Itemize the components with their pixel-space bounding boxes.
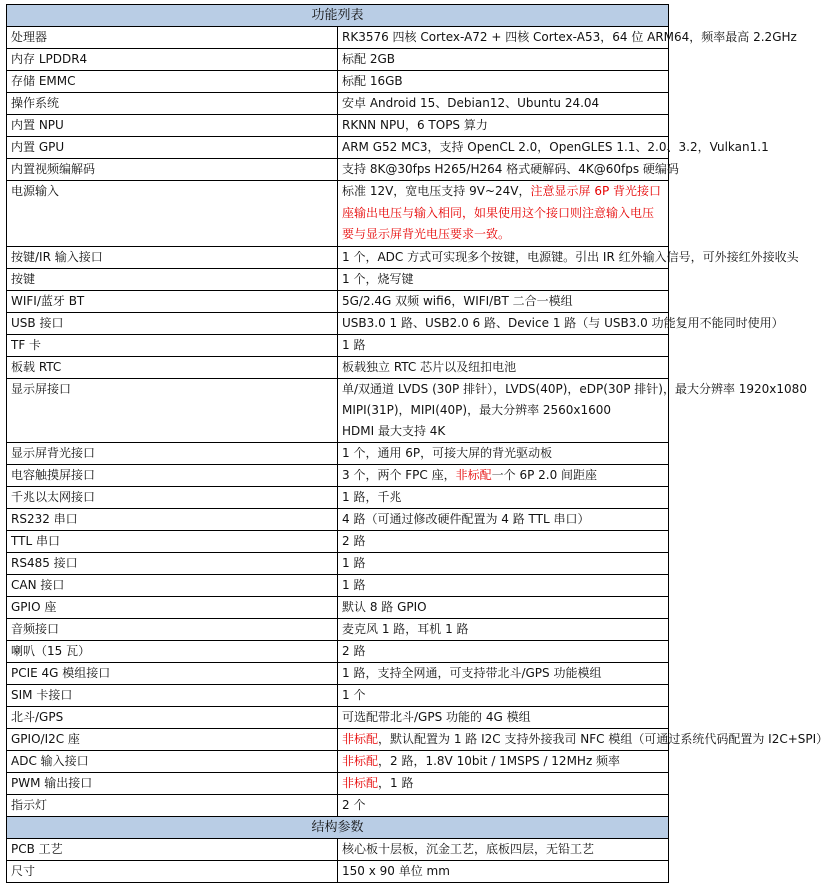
spec-value-text: 可选配带北斗/GPS 功能的 4G 模组: [342, 709, 531, 724]
spec-key: 喇叭（15 瓦）: [7, 640, 338, 662]
spec-key: 操作系统: [7, 93, 338, 115]
spec-value-text: ，默认配置为 1 路 I2C 支持外接我司 NFC 模组（可通过系统代码配置为 I2C+SPI）: [378, 731, 828, 746]
spec-value-text: USB3.0 1 路、USB2.0 6 路、Device 1 路（与 USB3.0 功能复用不能同时使用）: [342, 315, 784, 330]
spec-value: [338, 574, 669, 596]
spec-key: 千兆以太网接口: [7, 486, 338, 508]
spec-value: [338, 181, 669, 247]
spec-value: [338, 356, 669, 378]
spec-value-text: 150 x 90 单位 mm: [342, 863, 450, 878]
table-row: [7, 530, 669, 552]
table-row: [7, 378, 669, 442]
spec-value-text: 5G/2.4G 双频 wifi6，WIFI/BT 二合一模组: [342, 293, 573, 308]
spec-value: [338, 334, 669, 356]
spec-value: [338, 27, 797, 49]
spec-value-text: 支持 8K@30fps H265/H264 格式硬解码、4K@60fps 硬编码: [342, 162, 679, 176]
spec-key: TF 卡: [7, 334, 338, 356]
spec-value-text: 1 路: [342, 577, 366, 592]
spec-value-text: 2 路: [342, 643, 366, 658]
table-row: [7, 268, 669, 290]
spec-value-text: 核心板十层板，沉金工艺，底板四层，无铅工艺: [342, 841, 595, 856]
spec-key: 指示灯: [7, 794, 338, 816]
spec-value: [338, 71, 669, 93]
spec-value: [338, 246, 799, 268]
spec-value-text: 2 个: [342, 797, 366, 812]
spec-value: [338, 618, 669, 640]
spec-key: SIM 卡接口: [7, 684, 338, 706]
spec-key: PCIE 4G 模组接口: [7, 662, 338, 684]
spec-key: 按键/IR 输入接口: [7, 246, 338, 268]
spec-value-text: 板载独立 RTC 芯片以及纽扣电池: [342, 359, 517, 374]
table-row: [7, 159, 669, 181]
table-row: [7, 486, 669, 508]
spec-value: [338, 706, 669, 728]
spec-value-line: 单/双通道 LVDS (30P 排针），LVDS(40P)，eDP(30P 排针)，最大分辨率 1920x1080: [342, 381, 807, 396]
spec-value: [338, 662, 669, 684]
spec-value-text: 标准 12V，宽电压支持 9V~24V，: [342, 184, 531, 198]
spec-key: 显示屏背光接口: [7, 442, 338, 464]
spec-value-line: HDMI 最大支持 4K: [342, 423, 446, 438]
spec-key: 按键: [7, 268, 338, 290]
spec-value: [338, 860, 669, 882]
table-row: [7, 356, 669, 378]
table-row: [7, 312, 669, 334]
table-row: [7, 290, 669, 312]
spec-value: [338, 486, 669, 508]
spec-value: [338, 464, 669, 486]
spec-value-text: 1 路，支持全网通，可支持带北斗/GPS 功能模组: [342, 665, 602, 680]
spec-value: [338, 93, 669, 115]
spec-value-text: ARM G52 MC3，支持 OpenCL 2.0，OpenGLES 1.1、2.0、3.2，Vulkan1.1: [342, 140, 769, 154]
spec-key: 北斗/GPS: [7, 706, 338, 728]
spec-value: [338, 268, 669, 290]
spec-value: [338, 442, 669, 464]
spec-value-text: 一个 6P 2.0 间距座: [491, 467, 598, 482]
spec-value-text: 标配 16GB: [342, 74, 403, 88]
spec-key: TTL 串口: [7, 530, 338, 552]
spec-key: WIFI/蓝牙 BT: [7, 290, 338, 312]
spec-value: [338, 596, 669, 618]
spec-value-text: 1 路: [342, 555, 366, 570]
spec-value-text: 标配 2GB: [342, 52, 395, 66]
spec-value: [338, 530, 669, 552]
spec-key: ADC 输入接口: [7, 750, 338, 772]
spec-value-text: 1 个，通用 6P，可接大屏的背光驱动板: [342, 445, 553, 460]
spec-value: [338, 312, 784, 334]
table-row: [7, 115, 669, 137]
table-row: [7, 574, 669, 596]
table-row: [7, 838, 669, 860]
spec-key: 内存 LPDDR4: [7, 49, 338, 71]
table-row: [7, 794, 669, 816]
section-title: 功能列表: [7, 5, 669, 27]
spec-value: [338, 552, 669, 574]
spec-key: 内置 GPU: [7, 137, 338, 159]
spec-value: [338, 159, 679, 181]
spec-value: [338, 750, 669, 772]
spec-value-text: ，2 路，1.8V 10bit / 1MSPS / 12MHz 频率: [378, 753, 621, 768]
table-row: [7, 706, 669, 728]
spec-value-text: ，1 路: [378, 775, 414, 790]
spec-value: [338, 115, 669, 137]
table-row: [7, 49, 669, 71]
section-header: [7, 5, 669, 27]
table-row: [7, 618, 669, 640]
spec-key: 显示屏接口: [7, 378, 338, 442]
table-row: [7, 662, 669, 684]
table-row: [7, 464, 669, 486]
spec-value-text: 1 路: [342, 337, 366, 352]
highlight-note: 非标配: [342, 753, 379, 768]
spec-value: [338, 794, 669, 816]
spec-value: [338, 640, 669, 662]
table-row: [7, 728, 669, 750]
table-row: [7, 640, 669, 662]
spec-value-text: 默认 8 路 GPIO: [342, 599, 427, 614]
spec-key: CAN 接口: [7, 574, 338, 596]
table-row: [7, 860, 669, 882]
table-row: [7, 552, 669, 574]
spec-value: [338, 772, 669, 794]
spec-key: 内置 NPU: [7, 115, 338, 137]
spec-key: PWM 输出接口: [7, 772, 338, 794]
spec-key: 尺寸: [7, 860, 338, 882]
spec-value-text: 安卓 Android 15、Debian12、Ubuntu 24.04: [342, 96, 600, 110]
spec-sheet: [6, 4, 828, 883]
spec-value-text: 1 个，ADC 方式可实现多个按键，电源键。引出 IR 红外输入信号，可外接红外接收头: [342, 249, 799, 264]
spec-value: [338, 290, 669, 312]
spec-key: USB 接口: [7, 312, 338, 334]
spec-key: 电源输入: [7, 181, 338, 247]
spec-key: GPIO 座: [7, 596, 338, 618]
spec-key: PCB 工艺: [7, 838, 338, 860]
section-header: [7, 816, 669, 838]
table-row: [7, 246, 669, 268]
spec-key: RS485 接口: [7, 552, 338, 574]
table-row: [7, 93, 669, 115]
table-row: [7, 181, 669, 247]
spec-key: 电容触摸屏接口: [7, 464, 338, 486]
spec-value: [338, 49, 669, 71]
table-row: [7, 750, 669, 772]
table-row: [7, 772, 669, 794]
spec-value-text: 1 个，烧写键: [342, 271, 414, 286]
table-row: [7, 137, 669, 159]
spec-value: [338, 378, 807, 442]
table-row: [7, 596, 669, 618]
table-row: [7, 334, 669, 356]
table-row: [7, 684, 669, 706]
highlight-note: 非标配: [342, 731, 379, 746]
table-row: [7, 442, 669, 464]
spec-value-text: 1 路，千兆: [342, 489, 402, 504]
spec-key: RS232 串口: [7, 508, 338, 530]
section-title: 结构参数: [7, 816, 669, 838]
spec-key: 处理器: [7, 27, 338, 49]
spec-value-text: 4 路（可通过修改硬件配置为 4 路 TTL 串口）: [342, 511, 590, 526]
spec-key: 存储 EMMC: [7, 71, 338, 93]
spec-value-line: MIPI(31P)，MIPI(40P)，最大分辨率 2560x1600: [342, 402, 612, 417]
spec-key: 音频接口: [7, 618, 338, 640]
spec-value-text: 麦克风 1 路，耳机 1 路: [342, 621, 469, 636]
highlight-note: 非标配: [455, 467, 492, 482]
spec-value-text: RKNN NPU，6 TOPS 算力: [342, 118, 488, 132]
spec-key: 内置视频编解码: [7, 159, 338, 181]
spec-key: 板载 RTC: [7, 356, 338, 378]
spec-value: [338, 508, 669, 530]
table-row: [7, 71, 669, 93]
table-row: [7, 27, 669, 49]
spec-value: [338, 838, 669, 860]
spec-value: [338, 137, 769, 159]
spec-value-text: RK3576 四核 Cortex-A72 + 四核 Cortex-A53，64 位 ARM64，频率最高 2.2GHz: [342, 30, 797, 44]
highlight-note: 非标配: [342, 775, 379, 790]
highlight-note: 注意显示屏 6P 背光接口座输出电压与输入相同，如果使用这个接口则注意输入电压要与显示屏背光电压要求一致。: [342, 184, 662, 241]
spec-table: [6, 4, 828, 883]
spec-value-text: 2 路: [342, 533, 366, 548]
spec-value: [338, 728, 828, 750]
spec-value: [338, 684, 669, 706]
table-row: [7, 508, 669, 530]
spec-key: GPIO/I2C 座: [7, 728, 338, 750]
spec-value-text: 1 个: [342, 687, 366, 702]
spec-value-text: 3 个，两个 FPC 座，: [342, 467, 456, 482]
